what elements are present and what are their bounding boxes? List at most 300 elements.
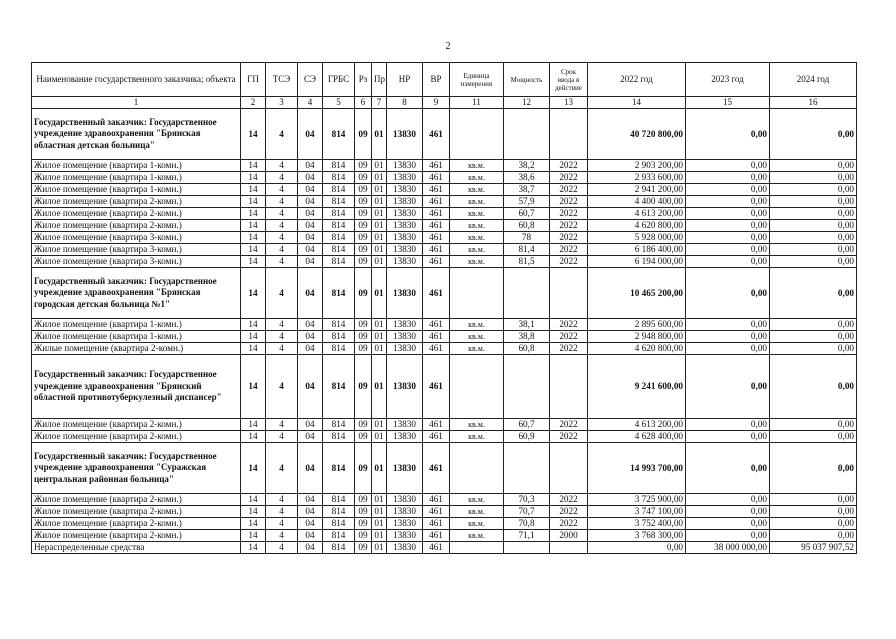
amount-2024: 0,00 bbox=[770, 220, 857, 232]
code-cell-nr: 13830 bbox=[387, 268, 423, 319]
budget-table bbox=[31, 62, 857, 554]
code-cell-grbs: 814 bbox=[323, 542, 355, 554]
amount-2022: 4 628 400,00 bbox=[588, 431, 686, 443]
amount-2024: 0,00 bbox=[770, 268, 857, 319]
amount-2024: 0,00 bbox=[770, 208, 857, 220]
object-name: Жилое помещение (квартира 2-комн.) bbox=[32, 196, 241, 208]
object-row bbox=[32, 419, 857, 431]
capacity-cell: 38,7 bbox=[504, 184, 550, 196]
commission-year-cell: 2022 bbox=[550, 184, 588, 196]
code-cell-grbs: 814 bbox=[323, 419, 355, 431]
column-number: 12 bbox=[504, 97, 550, 109]
object-name: Жилое помещение (квартира 1-комн.) bbox=[32, 319, 241, 331]
unit-cell: кв.м. bbox=[450, 184, 504, 196]
amount-2024: 0,00 bbox=[770, 172, 857, 184]
code-cell-vr: 461 bbox=[423, 196, 450, 208]
object-name: Жилые помещение (квартира 2-комн.) bbox=[32, 343, 241, 355]
amount-2024: 0,00 bbox=[770, 244, 857, 256]
empty-cell bbox=[450, 109, 504, 160]
code-cell-tse: 4 bbox=[266, 184, 298, 196]
amount-2023: 0,00 bbox=[686, 220, 770, 232]
amount-2024: 0,00 bbox=[770, 196, 857, 208]
object-name: Жилое помещение (квартира 2-комн.) bbox=[32, 419, 241, 431]
amount-2022: 4 620 800,00 bbox=[588, 220, 686, 232]
code-cell-grbs: 814 bbox=[323, 331, 355, 343]
code-cell-rz: 09 bbox=[355, 172, 372, 184]
object-row bbox=[32, 494, 857, 506]
code-cell-rz: 09 bbox=[355, 355, 372, 419]
code-cell-rz: 09 bbox=[355, 530, 372, 542]
code-cell-pr: 01 bbox=[372, 244, 387, 256]
code-cell-grbs: 814 bbox=[323, 172, 355, 184]
object-row bbox=[32, 431, 857, 443]
code-cell-vr: 461 bbox=[423, 208, 450, 220]
amount-2024: 0,00 bbox=[770, 506, 857, 518]
code-cell-rz: 09 bbox=[355, 184, 372, 196]
header-cell: СЭ bbox=[298, 63, 323, 97]
code-cell-tse: 4 bbox=[266, 518, 298, 530]
object-row bbox=[32, 232, 857, 244]
unit-cell: кв.м. bbox=[450, 256, 504, 268]
code-cell-se: 04 bbox=[298, 184, 323, 196]
code-cell-grbs: 814 bbox=[323, 506, 355, 518]
code-cell-tse: 4 bbox=[266, 220, 298, 232]
customer-row bbox=[32, 443, 857, 494]
amount-2022: 10 465 200,00 bbox=[588, 268, 686, 319]
amount-2022: 2 895 600,00 bbox=[588, 319, 686, 331]
code-cell-tse: 4 bbox=[266, 196, 298, 208]
code-cell-grbs: 814 bbox=[323, 109, 355, 160]
empty-cell bbox=[450, 355, 504, 419]
code-cell-tse: 4 bbox=[266, 268, 298, 319]
code-cell-tse: 4 bbox=[266, 160, 298, 172]
code-cell-rz: 09 bbox=[355, 256, 372, 268]
code-cell-tse: 4 bbox=[266, 419, 298, 431]
object-name: Жилое помещение (квартира 2-комн.) bbox=[32, 506, 241, 518]
code-cell-gp: 14 bbox=[241, 518, 266, 530]
object-name: Жилое помещение (квартира 1-комн.) bbox=[32, 184, 241, 196]
commission-year-cell: 2022 bbox=[550, 220, 588, 232]
code-cell-rz: 09 bbox=[355, 196, 372, 208]
capacity-cell: 70,7 bbox=[504, 506, 550, 518]
amount-2023: 0,00 bbox=[686, 331, 770, 343]
amount-2023: 0,00 bbox=[686, 518, 770, 530]
amount-2022: 2 903 200,00 bbox=[588, 160, 686, 172]
amount-2022: 4 613 200,00 bbox=[588, 208, 686, 220]
amount-2024: 0,00 bbox=[770, 256, 857, 268]
column-number: 1 bbox=[32, 97, 241, 109]
code-cell-se: 04 bbox=[298, 232, 323, 244]
commission-year-cell: 2022 bbox=[550, 196, 588, 208]
code-cell-nr: 13830 bbox=[387, 160, 423, 172]
empty-cell bbox=[550, 268, 588, 319]
code-cell-tse: 4 bbox=[266, 343, 298, 355]
code-cell-gp: 14 bbox=[241, 494, 266, 506]
header-cell: ТСЭ bbox=[266, 63, 298, 97]
code-cell-pr: 01 bbox=[372, 343, 387, 355]
code-cell-nr: 13830 bbox=[387, 232, 423, 244]
code-cell-tse: 4 bbox=[266, 172, 298, 184]
amount-2024: 0,00 bbox=[770, 419, 857, 431]
code-cell-gp: 14 bbox=[241, 343, 266, 355]
column-number: 8 bbox=[387, 97, 423, 109]
code-cell-vr: 461 bbox=[423, 331, 450, 343]
code-cell-vr: 461 bbox=[423, 244, 450, 256]
code-cell-se: 04 bbox=[298, 355, 323, 419]
object-row bbox=[32, 506, 857, 518]
column-number: 3 bbox=[266, 97, 298, 109]
code-cell-nr: 13830 bbox=[387, 355, 423, 419]
header-cell: 2023 год bbox=[686, 63, 770, 97]
unallocated-row bbox=[32, 542, 857, 554]
code-cell-gp: 14 bbox=[241, 208, 266, 220]
unit-cell: кв.м. bbox=[450, 530, 504, 542]
amount-2024: 0,00 bbox=[770, 319, 857, 331]
amount-2024: 0,00 bbox=[770, 184, 857, 196]
header-cell: Единица измерения bbox=[450, 63, 504, 97]
code-cell-rz: 09 bbox=[355, 220, 372, 232]
amount-2023: 0,00 bbox=[686, 319, 770, 331]
amount-2022: 6 186 400,00 bbox=[588, 244, 686, 256]
code-cell-vr: 461 bbox=[423, 506, 450, 518]
amount-2024: 0,00 bbox=[770, 355, 857, 419]
empty-cell bbox=[450, 268, 504, 319]
empty-cell bbox=[550, 355, 588, 419]
capacity-cell: 60,8 bbox=[504, 220, 550, 232]
column-number: 16 bbox=[770, 97, 857, 109]
code-cell-tse: 4 bbox=[266, 244, 298, 256]
page-number: 2 bbox=[445, 41, 451, 52]
code-cell-pr: 01 bbox=[372, 530, 387, 542]
unit-cell: кв.м. bbox=[450, 220, 504, 232]
code-cell-se: 04 bbox=[298, 542, 323, 554]
code-cell-nr: 13830 bbox=[387, 443, 423, 494]
code-cell-se: 04 bbox=[298, 431, 323, 443]
code-cell-tse: 4 bbox=[266, 109, 298, 160]
code-cell-grbs: 814 bbox=[323, 244, 355, 256]
amount-2023: 0,00 bbox=[686, 355, 770, 419]
capacity-cell: 70,8 bbox=[504, 518, 550, 530]
commission-year-cell: 2022 bbox=[550, 494, 588, 506]
object-row bbox=[32, 331, 857, 343]
code-cell-rz: 09 bbox=[355, 343, 372, 355]
amount-2022: 4 613 200,00 bbox=[588, 419, 686, 431]
header-cell: Пр bbox=[372, 63, 387, 97]
header-cell: Наименование государственного заказчика; объекта bbox=[32, 63, 241, 97]
code-cell-nr: 13830 bbox=[387, 196, 423, 208]
code-cell-pr: 01 bbox=[372, 196, 387, 208]
amount-2023: 0,00 bbox=[686, 244, 770, 256]
capacity-cell: 38,1 bbox=[504, 319, 550, 331]
object-name: Жилое помещение (квартира 2-комн.) bbox=[32, 431, 241, 443]
empty-cell bbox=[504, 268, 550, 319]
column-number: 6 bbox=[355, 97, 372, 109]
column-number: 4 bbox=[298, 97, 323, 109]
amount-2022: 9 241 600,00 bbox=[588, 355, 686, 419]
capacity-cell: 70,3 bbox=[504, 494, 550, 506]
code-cell-vr: 461 bbox=[423, 268, 450, 319]
code-cell-gp: 14 bbox=[241, 431, 266, 443]
code-cell-gp: 14 bbox=[241, 220, 266, 232]
header-cell: ГП bbox=[241, 63, 266, 97]
amount-2024: 0,00 bbox=[770, 494, 857, 506]
code-cell-rz: 09 bbox=[355, 443, 372, 494]
object-row bbox=[32, 172, 857, 184]
code-cell-tse: 4 bbox=[266, 355, 298, 419]
header-row bbox=[32, 63, 857, 97]
code-cell-gp: 14 bbox=[241, 172, 266, 184]
amount-2024: 95 037 907,52 bbox=[770, 542, 857, 554]
code-cell-tse: 4 bbox=[266, 331, 298, 343]
capacity-cell: 60,8 bbox=[504, 343, 550, 355]
code-cell-pr: 01 bbox=[372, 494, 387, 506]
code-cell-vr: 461 bbox=[423, 220, 450, 232]
code-cell-gp: 14 bbox=[241, 331, 266, 343]
commission-year-cell: 2022 bbox=[550, 208, 588, 220]
code-cell-nr: 13830 bbox=[387, 256, 423, 268]
header-cell: ВР bbox=[423, 63, 450, 97]
unit-cell: кв.м. bbox=[450, 244, 504, 256]
object-row bbox=[32, 518, 857, 530]
code-cell-vr: 461 bbox=[423, 109, 450, 160]
object-name: Жилое помещение (квартира 1-комн.) bbox=[32, 331, 241, 343]
code-cell-nr: 13830 bbox=[387, 431, 423, 443]
header-cell: Рз bbox=[355, 63, 372, 97]
code-cell-pr: 01 bbox=[372, 109, 387, 160]
amount-2022: 14 993 700,00 bbox=[588, 443, 686, 494]
code-cell-gp: 14 bbox=[241, 355, 266, 419]
unit-cell: кв.м. bbox=[450, 319, 504, 331]
code-cell-rz: 09 bbox=[355, 518, 372, 530]
code-cell-se: 04 bbox=[298, 244, 323, 256]
code-cell-tse: 4 bbox=[266, 208, 298, 220]
amount-2023: 0,00 bbox=[686, 530, 770, 542]
unit-cell: кв.м. bbox=[450, 160, 504, 172]
capacity-cell: 78 bbox=[504, 232, 550, 244]
code-cell-rz: 09 bbox=[355, 232, 372, 244]
code-cell-rz: 09 bbox=[355, 506, 372, 518]
amount-2024: 0,00 bbox=[770, 232, 857, 244]
code-cell-gp: 14 bbox=[241, 256, 266, 268]
amount-2022: 2 941 200,00 bbox=[588, 184, 686, 196]
code-cell-grbs: 814 bbox=[323, 256, 355, 268]
code-cell-gp: 14 bbox=[241, 160, 266, 172]
capacity-cell: 38,8 bbox=[504, 331, 550, 343]
amount-2022: 3 725 900,00 bbox=[588, 494, 686, 506]
code-cell-vr: 461 bbox=[423, 518, 450, 530]
empty-cell bbox=[550, 542, 588, 554]
code-cell-tse: 4 bbox=[266, 319, 298, 331]
empty-cell bbox=[504, 109, 550, 160]
code-cell-gp: 14 bbox=[241, 244, 266, 256]
code-cell-gp: 14 bbox=[241, 184, 266, 196]
object-name: Жилое помещение (квартира 3-комн.) bbox=[32, 244, 241, 256]
code-cell-rz: 09 bbox=[355, 419, 372, 431]
code-cell-se: 04 bbox=[298, 518, 323, 530]
code-cell-grbs: 814 bbox=[323, 431, 355, 443]
code-cell-pr: 01 bbox=[372, 443, 387, 494]
code-cell-pr: 01 bbox=[372, 331, 387, 343]
commission-year-cell: 2022 bbox=[550, 518, 588, 530]
code-cell-pr: 01 bbox=[372, 419, 387, 431]
empty-cell bbox=[550, 443, 588, 494]
column-number: 13 bbox=[550, 97, 588, 109]
code-cell-nr: 13830 bbox=[387, 494, 423, 506]
code-cell-pr: 01 bbox=[372, 506, 387, 518]
amount-2024: 0,00 bbox=[770, 518, 857, 530]
code-cell-pr: 01 bbox=[372, 268, 387, 319]
amount-2022: 5 928 000,00 bbox=[588, 232, 686, 244]
commission-year-cell: 2022 bbox=[550, 232, 588, 244]
amount-2022: 6 194 000,00 bbox=[588, 256, 686, 268]
amount-2022: 40 720 800,00 bbox=[588, 109, 686, 160]
code-cell-se: 04 bbox=[298, 220, 323, 232]
code-cell-pr: 01 bbox=[372, 232, 387, 244]
code-cell-grbs: 814 bbox=[323, 343, 355, 355]
code-cell-gp: 14 bbox=[241, 196, 266, 208]
object-name: Жилое помещение (квартира 2-комн.) bbox=[32, 494, 241, 506]
code-cell-grbs: 814 bbox=[323, 208, 355, 220]
object-name: Жилое помещение (квартира 3-комн.) bbox=[32, 232, 241, 244]
code-cell-grbs: 814 bbox=[323, 494, 355, 506]
customer-row bbox=[32, 355, 857, 419]
header-cell: НР bbox=[387, 63, 423, 97]
amount-2023: 0,00 bbox=[686, 431, 770, 443]
header-cell: Срок ввода в действие bbox=[550, 63, 588, 97]
capacity-cell: 38,2 bbox=[504, 160, 550, 172]
unit-cell: кв.м. bbox=[450, 518, 504, 530]
code-cell-tse: 4 bbox=[266, 431, 298, 443]
commission-year-cell: 2000 bbox=[550, 530, 588, 542]
commission-year-cell: 2022 bbox=[550, 343, 588, 355]
amount-2023: 0,00 bbox=[686, 443, 770, 494]
code-cell-gp: 14 bbox=[241, 109, 266, 160]
customer-name: Государственный заказчик: Государственное учреждение здравоохранения "Суражская центральная районная больница" bbox=[32, 443, 241, 494]
code-cell-nr: 13830 bbox=[387, 172, 423, 184]
amount-2023: 0,00 bbox=[686, 208, 770, 220]
code-cell-vr: 461 bbox=[423, 443, 450, 494]
code-cell-vr: 461 bbox=[423, 431, 450, 443]
code-cell-se: 04 bbox=[298, 343, 323, 355]
commission-year-cell: 2022 bbox=[550, 506, 588, 518]
object-name: Жилое помещение (квартира 2-комн.) bbox=[32, 208, 241, 220]
code-cell-rz: 09 bbox=[355, 268, 372, 319]
code-cell-pr: 01 bbox=[372, 220, 387, 232]
customer-row bbox=[32, 109, 857, 160]
code-cell-vr: 461 bbox=[423, 542, 450, 554]
code-cell-grbs: 814 bbox=[323, 160, 355, 172]
object-row bbox=[32, 196, 857, 208]
object-row bbox=[32, 220, 857, 232]
amount-2023: 0,00 bbox=[686, 268, 770, 319]
amount-2023: 0,00 bbox=[686, 232, 770, 244]
object-name: Жилое помещение (квартира 1-комн.) bbox=[32, 172, 241, 184]
code-cell-se: 04 bbox=[298, 319, 323, 331]
header-cell: 2024 год bbox=[770, 63, 857, 97]
commission-year-cell: 2022 bbox=[550, 319, 588, 331]
object-row bbox=[32, 208, 857, 220]
customer-row bbox=[32, 268, 857, 319]
commission-year-cell: 2022 bbox=[550, 160, 588, 172]
capacity-cell: 81,4 bbox=[504, 244, 550, 256]
code-cell-grbs: 814 bbox=[323, 196, 355, 208]
commission-year-cell: 2022 bbox=[550, 331, 588, 343]
code-cell-grbs: 814 bbox=[323, 518, 355, 530]
object-name: Нераспределенные средства bbox=[32, 542, 241, 554]
amount-2024: 0,00 bbox=[770, 331, 857, 343]
code-cell-se: 04 bbox=[298, 208, 323, 220]
code-cell-se: 04 bbox=[298, 331, 323, 343]
code-cell-pr: 01 bbox=[372, 542, 387, 554]
code-cell-grbs: 814 bbox=[323, 184, 355, 196]
amount-2023: 0,00 bbox=[686, 506, 770, 518]
object-row bbox=[32, 184, 857, 196]
unit-cell: кв.м. bbox=[450, 343, 504, 355]
empty-cell bbox=[550, 109, 588, 160]
code-cell-vr: 461 bbox=[423, 419, 450, 431]
commission-year-cell: 2022 bbox=[550, 172, 588, 184]
customer-name: Государственный заказчик: Государственное учреждение здравоохранения "Брянская областная детская больница" bbox=[32, 109, 241, 160]
code-cell-rz: 09 bbox=[355, 431, 372, 443]
object-name: Жилое помещение (квартира 2-комн.) bbox=[32, 530, 241, 542]
unit-cell: кв.м. bbox=[450, 331, 504, 343]
column-number: 14 bbox=[588, 97, 686, 109]
code-cell-tse: 4 bbox=[266, 506, 298, 518]
object-row bbox=[32, 244, 857, 256]
code-cell-nr: 13830 bbox=[387, 319, 423, 331]
code-cell-gp: 14 bbox=[241, 268, 266, 319]
unit-cell: кв.м. bbox=[450, 232, 504, 244]
amount-2023: 0,00 bbox=[686, 494, 770, 506]
code-cell-pr: 01 bbox=[372, 319, 387, 331]
code-cell-se: 04 bbox=[298, 506, 323, 518]
unit-cell: кв.м. bbox=[450, 172, 504, 184]
code-cell-pr: 01 bbox=[372, 431, 387, 443]
unit-cell: кв.м. bbox=[450, 196, 504, 208]
empty-cell bbox=[504, 443, 550, 494]
code-cell-gp: 14 bbox=[241, 542, 266, 554]
amount-2023: 0,00 bbox=[686, 343, 770, 355]
code-cell-vr: 461 bbox=[423, 232, 450, 244]
capacity-cell: 38,6 bbox=[504, 172, 550, 184]
amount-2024: 0,00 bbox=[770, 530, 857, 542]
capacity-cell: 57,9 bbox=[504, 196, 550, 208]
object-row bbox=[32, 530, 857, 542]
code-cell-se: 04 bbox=[298, 419, 323, 431]
code-cell-grbs: 814 bbox=[323, 268, 355, 319]
object-name: Жилое помещение (квартира 3-комн.) bbox=[32, 256, 241, 268]
code-cell-tse: 4 bbox=[266, 494, 298, 506]
code-cell-se: 04 bbox=[298, 443, 323, 494]
code-cell-grbs: 814 bbox=[323, 232, 355, 244]
customer-name: Государственный заказчик: Государственное учреждение здравоохранения "Брянская городская детская больница №1" bbox=[32, 268, 241, 319]
code-cell-tse: 4 bbox=[266, 232, 298, 244]
amount-2024: 0,00 bbox=[770, 443, 857, 494]
code-cell-nr: 13830 bbox=[387, 331, 423, 343]
code-cell-nr: 13830 bbox=[387, 506, 423, 518]
code-cell-pr: 01 bbox=[372, 208, 387, 220]
code-cell-pr: 01 bbox=[372, 256, 387, 268]
amount-2022: 3 752 400,00 bbox=[588, 518, 686, 530]
object-row bbox=[32, 343, 857, 355]
code-cell-nr: 13830 bbox=[387, 244, 423, 256]
code-cell-gp: 14 bbox=[241, 232, 266, 244]
column-number-row bbox=[32, 97, 857, 109]
code-cell-vr: 461 bbox=[423, 172, 450, 184]
column-number: 11 bbox=[450, 97, 504, 109]
code-cell-gp: 14 bbox=[241, 530, 266, 542]
amount-2023: 0,00 bbox=[686, 160, 770, 172]
